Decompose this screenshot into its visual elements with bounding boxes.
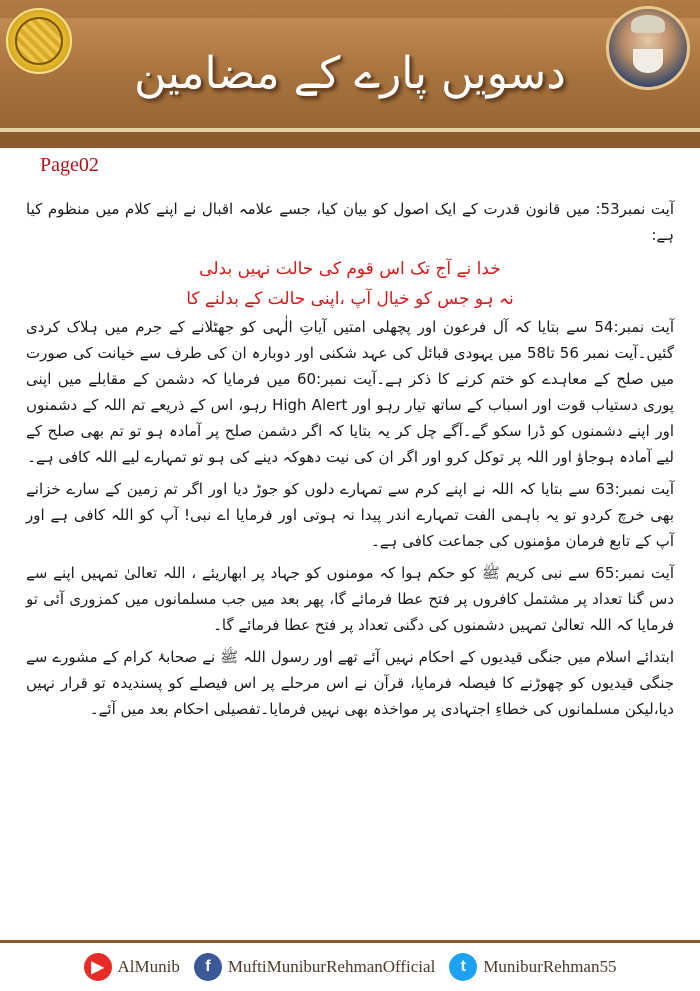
portrait-cap bbox=[631, 15, 665, 33]
page-number-label: Page02 bbox=[40, 154, 99, 176]
paragraph-3: آیت نمبر:63 سے بتایا کہ اللہ نے اپنے کرم سے تمہارے دلوں کو جوڑ دیا اور اگر تم زمین کے سارے خزانے بھی خرچ کردو تو یہ باہمی الفت تمہارے اندر پیدا نہ ہوتی اور فرمایا اے نبی! آپ کو اللہ کافی ہے اور آپ کے تابع فرمان مؤمنوں کی جماعت کافی ہے۔ bbox=[26, 480, 675, 550]
twitter-link[interactable] bbox=[449, 953, 616, 981]
header-edge bbox=[0, 128, 700, 132]
youtube-label: AlMunib bbox=[117, 957, 180, 976]
facebook-link[interactable] bbox=[194, 953, 435, 981]
facebook-icon: f bbox=[194, 953, 222, 981]
twitter-icon: t bbox=[449, 953, 477, 981]
paragraph-2: آیت نمبر:54 سے بتایا کہ آل فرعون اور پچھلی امتیں آیاتِ الٰہی کو جھٹلانے کے جرم میں ہلاک کردی گئیں۔آیت نمبر 56 تا58 میں یہودی قبائل کی عہد شکنی اور دوبارہ ان کی طرف سے خیانت کی صورت میں صلح کے معاہدے کو ختم کرنے کا ذکر ہے۔آیت نمبر:60 میں فرمایا کہ دشمن کے مقابلے میں اپنی پوری دستیاب قوت اور اسباب کے ساتھ تیار رہو اور High Alert رہو، اس کے ذریعے تم اللہ کے دشمنوں اور اپنے دشمنوں کو ڈرا سکو گے۔آگے چل کر یہ بتایا کہ اگر دشمن صلح پر آمادہ ہو تو تم بھی صلح کے لیے آمادہ ہوجاؤ اور اللہ پر توکل کرو اور اگر ان کی نیت دھوکہ دینے کی ہو تو تمہارے لیے اللہ کافی ہے۔ bbox=[26, 318, 675, 466]
verse-line-1: خدا نے آج تک اس قوم کی حالت نہیں بدلی bbox=[199, 259, 501, 279]
social-footer bbox=[0, 940, 700, 991]
youtube-link[interactable] bbox=[84, 953, 180, 981]
page-title: دسویں پارے کے مضامین bbox=[134, 48, 566, 99]
header-banner bbox=[0, 0, 700, 148]
twitter-label: MuniburRehman55 bbox=[483, 957, 617, 976]
paragraph-4: آیت نمبر:65 سے نبی کریم ﷺ کو حکم ہوا کہ مومنوں کو جہاد پر ابھاریئے ، اللہ تعالیٰ تمہیں اپنے سے دس گنا تعداد پر مشتمل کافروں پر فتح عطا فرمائے گا، پھر بعد میں جب مسلمانوں میں کمزوری آئی تو فرمایا کہ اللہ تعالیٰ تمہیں دشمنوں کی دگنی تعداد پر فتح عطا فرمائے گا۔ bbox=[26, 564, 674, 634]
paragraph-1: آیت نمبر53: میں قانون قدرت کے ایک اصول کو بیان کیا، جسے علامہ اقبال نے اپنے کلام میں منظوم کیا ہے: bbox=[26, 200, 674, 244]
facebook-label: MuftiMuniburRehmanOfficial bbox=[227, 957, 436, 976]
paragraph-5: ابتدائے اسلام میں جنگی قیدیوں کے احکام نہیں آئے تھے اور رسول اللہ ﷺ نے صحابۂ کرام کے مشورے سے جنگی قیدیوں کو چھوڑنے کا فیصلہ فرمایا، قرآن نے اس مرحلے پر اس فیصلے کو پسندیدہ تو قرار نہیں دیا،لیکن مسلمانوں کی خطاءِ اجتہادی پر مواخذہ بھی نہیں فرمایا۔تفصیلی احکام بعد میں آئے۔ bbox=[26, 648, 674, 718]
article-body bbox=[26, 196, 674, 728]
verse-line-2: نہ ہو جس کو خیال آپ ،اپنی حالت کے بدلنے کا bbox=[186, 289, 514, 309]
youtube-icon: ▶ bbox=[84, 953, 112, 981]
